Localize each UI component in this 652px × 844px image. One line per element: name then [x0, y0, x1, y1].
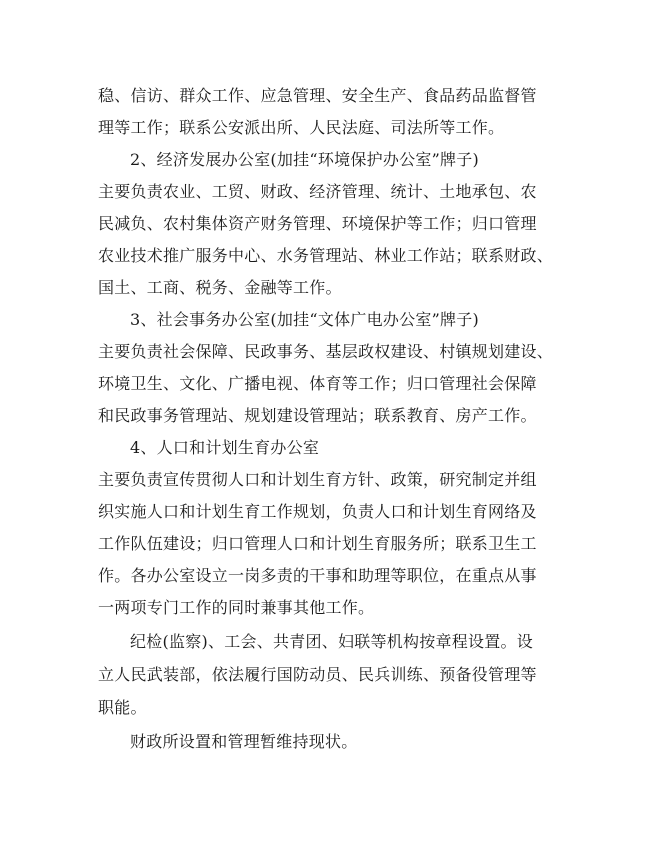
text-line: 农业技术推广服务中心、水务管理站、林业工作站；联系财政、: [98, 246, 554, 265]
text-line: 立人民武装部，依法履行国防动员、民兵训练、预备役管理等: [98, 665, 537, 684]
text-line: 理等工作；联系公安派出所、人民法庭、司法所等工作。: [98, 118, 505, 137]
text-line: 稳、信访、群众工作、应急管理、安全生产、食品药品监督管: [98, 86, 537, 105]
section-heading: 4、人口和计划生育办公室: [130, 438, 320, 457]
text-line: 主要负责社会保障、民政事务、基层政权建设、村镇规划建设、: [98, 342, 554, 361]
text-line: 主要负责农业、工贸、财政、经济管理、统计、土地承包、农: [98, 182, 537, 201]
paragraph-start: 纪检(监察)、工会、共青团、妇联等机构按章程设置。设: [130, 632, 533, 651]
section-heading: 2、经济发展办公室(加挂“环境保护办公室”牌子): [130, 150, 480, 169]
section-heading: 3、社会事务办公室(加挂“文体广电办公室”牌子): [130, 310, 480, 329]
text-line: 一两项专门工作的同时兼事其他工作。: [98, 598, 375, 617]
text-line: 国土、工商、税务、金融等工作。: [98, 278, 342, 297]
paragraph-start: 财政所设置和管理暂维持现状。: [130, 732, 358, 751]
text-line: 织实施人口和计划生育工作规划，负责人口和计划生育网络及: [98, 502, 537, 521]
text-line: 工作队伍建设；归口管理人口和计划生育服务所；联系卫生工: [98, 534, 537, 553]
text-line: 民减负、农村集体资产财务管理、环境保护等工作；归口管理: [98, 214, 537, 233]
text-line: 和民政事务管理站、规划建设管理站；联系教育、房产工作。: [98, 406, 537, 425]
text-line: 作。各办公室设立一岗多责的干事和助理等职位，在重点从事: [98, 566, 537, 585]
text-line: 环境卫生、文化、广播电视、体育等工作；归口管理社会保障: [98, 374, 537, 393]
text-line: 职能。: [98, 698, 147, 717]
text-line: 主要负责宣传贯彻人口和计划生育方针、政策，研究制定并组: [98, 470, 537, 489]
